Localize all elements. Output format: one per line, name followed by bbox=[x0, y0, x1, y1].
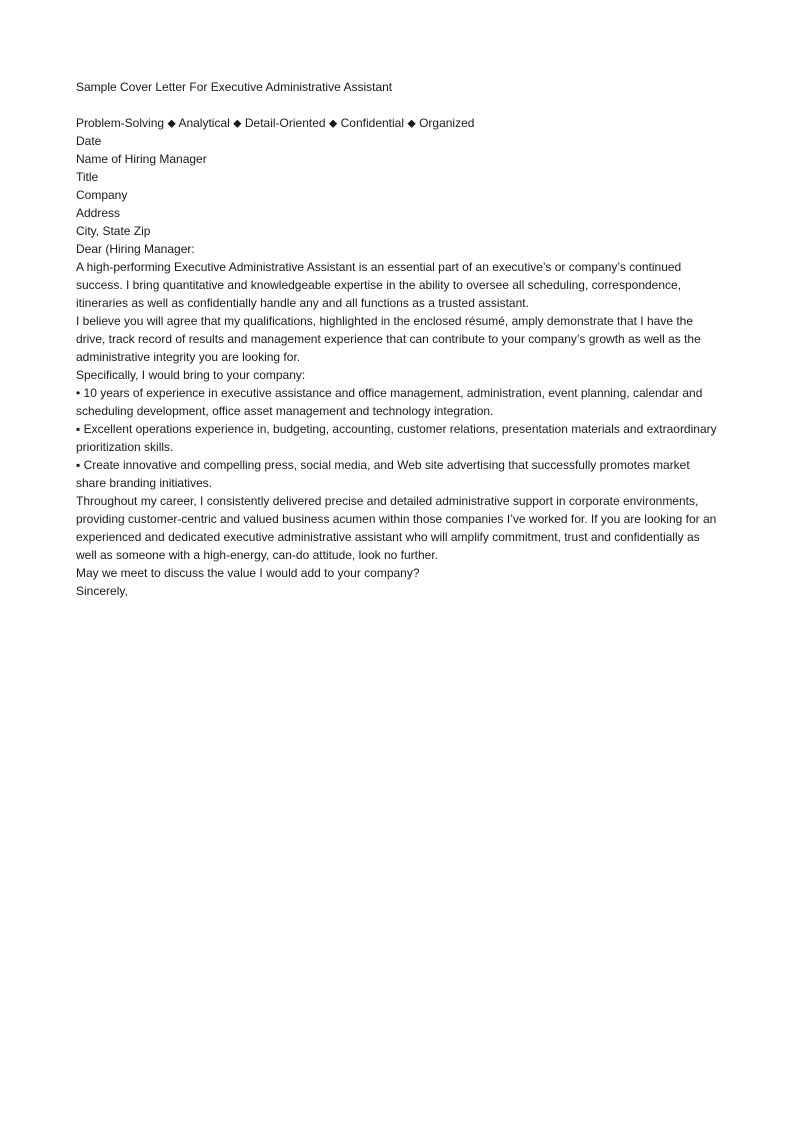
city-state-zip-line: City, State Zip bbox=[76, 224, 151, 238]
career-paragraph: Throughout my career, I consistently delivered precise and detailed administrative support in corporate environments, providing customer-centric and valued business acumen within those companies I’ve worked for. If you are looking for an experienced and dedicated executive administrative assistant who will amplify commitment, trust and confidentially as well as someone with a high-energy, can-do attitude, look no further. bbox=[76, 494, 717, 562]
bullet-item: ▪ Create innovative and compelling press, social media, and Web site advertising that successfully promotes market share branding initiatives. bbox=[76, 458, 690, 490]
bullet-item: ▪ Excellent operations experience in, budgeting, accounting, customer relations, presentation materials and extraordinary prioritization skills. bbox=[76, 422, 717, 454]
bullet-item: • 10 years of experience in executive assistance and office management, administration, event planning, calendar and scheduling development, office asset management and technology integration. bbox=[76, 386, 703, 418]
signoff: Sincerely, bbox=[76, 584, 128, 598]
qualifications-paragraph: I believe you will agree that my qualifications, highlighted in the enclosed résumé, amply demonstrate that I have the drive, track record of results and management experience that can contribute to your company’s growth as well as the administrative integrity you are looking for. bbox=[76, 314, 701, 364]
hiring-manager-name-line: Name of Hiring Manager bbox=[76, 152, 207, 166]
address-line: Address bbox=[76, 206, 121, 220]
skills-line: Problem-Solving ⬥ Analytical ⬥ Detail-Oriented ⬥ Confidential ⬥ Organized bbox=[76, 116, 475, 130]
date-line: Date bbox=[76, 134, 102, 148]
intro-paragraph: A high-performing Executive Administrative Assistant is an essential part of an executive’s or company’s continued success. I bring quantitative and knowledgeable expertise in the ability to oversee all scheduling, correspondence, itineraries as well as confidentially handle any and all functions as a trusted assistant. bbox=[76, 260, 682, 310]
cover-letter-page bbox=[76, 78, 721, 600]
company-line: Company bbox=[76, 188, 128, 202]
specifically-line: Specifically, I would bring to your company: bbox=[76, 368, 306, 382]
title-line: Title bbox=[76, 170, 99, 184]
document-title: Sample Cover Letter For Executive Administrative Assistant bbox=[76, 80, 393, 94]
salutation-line: Dear (Hiring Manager: bbox=[76, 242, 195, 256]
closing-question: May we meet to discuss the value I would add to your company? bbox=[76, 566, 420, 580]
